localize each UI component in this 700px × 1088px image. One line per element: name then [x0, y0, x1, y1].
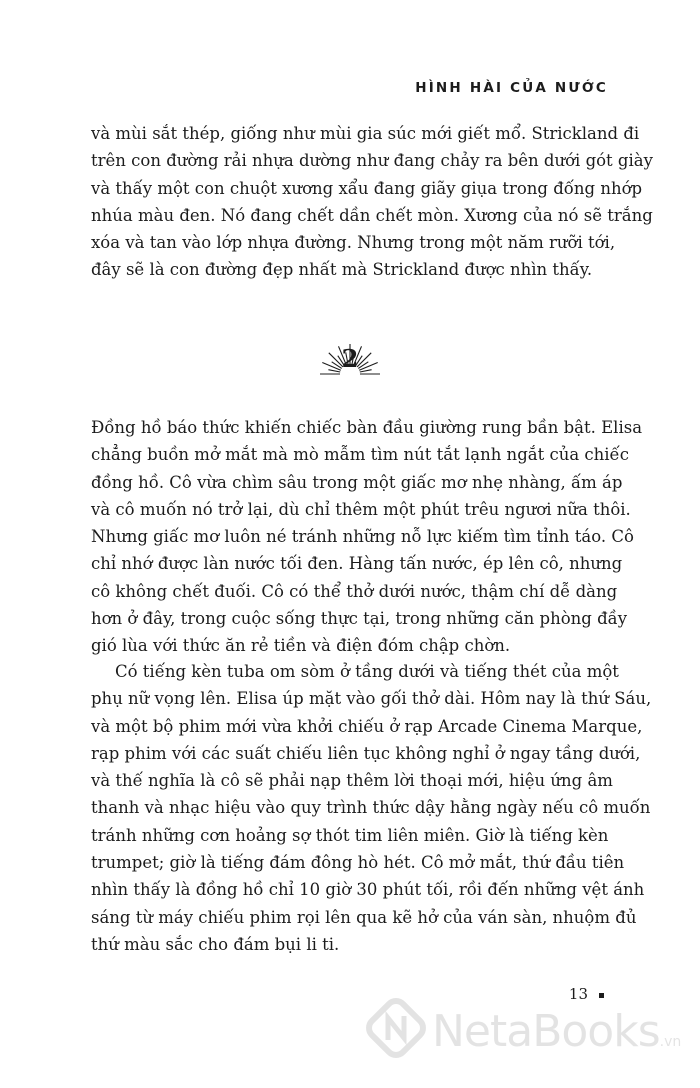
text-line: hơn ở đây, trong cuộc sống thực tại, trong những căn phòng đầy — [91, 609, 628, 629]
text-line: sáng từ máy chiếu phim rọi lên qua kẽ hở của ván sàn, nhuộm đủ — [91, 907, 637, 927]
text-line: đây sẽ là con đường đẹp nhất mà Strickland được nhìn thấy. — [91, 260, 593, 280]
text-line: tránh những cơn hoảng sợ thót tim liên miên. Giờ là tiếng kèn — [91, 825, 609, 845]
text-line: rạp phim với các suất chiếu liên tục không nghỉ ở ngay tầng dưới, — [91, 743, 641, 763]
text-line: nhìn thấy là đồng hồ chỉ 10 giờ 30 phút tối, rồi đến những vệt ánh — [91, 880, 645, 900]
text-line: nhúa màu đen. Nó đang chết dần chết mòn. Xương của nó sẽ trắng — [91, 205, 653, 225]
paragraph-2 — [91, 414, 643, 660]
text-line: thanh và nhạc hiệu vào quy trình thức dậy hằng ngày nếu cô muốn — [91, 798, 651, 818]
text-line: đồng hồ. Cô vừa chìm sâu trong một giấc mơ nhẹ nhàng, ấm áp — [91, 472, 623, 492]
text-line: Nhưng giấc mơ luôn né tránh những nỗ lực kiếm tìm tỉnh táo. Cô — [91, 527, 634, 547]
text-line: và thấy một con chuột xương xẩu đang giãy giụa trong đống nhớp — [91, 178, 643, 198]
chapter-number: 2 — [341, 344, 359, 373]
watermark-suffix: .vn — [659, 1034, 682, 1050]
text-line: và cô muốn nó trở lại, dù chỉ thêm một phút trêu ngươi nữa thôi. — [91, 499, 631, 519]
text-line: chẳng buồn mở mắt mà mò mẫm tìm nút tắt lạnh ngắt của chiếc — [91, 445, 629, 465]
text-line: trumpet; giờ là tiếng đám đông hò hét. Cô mở mắt, thứ đầu tiên — [91, 853, 625, 873]
text-line: và mùi sắt thép, giống như mùi gia súc mới giết mổ. Strickland đi — [91, 124, 640, 143]
paragraph-1 — [91, 120, 653, 284]
watermark-text — [432, 1006, 681, 1057]
watermark — [366, 992, 696, 1078]
text-line: Đồng hồ báo thức khiến chiếc bàn đầu giường rung bần bật. Elisa — [91, 418, 643, 437]
text-line: Có tiếng kèn tuba om sòm ở tầng dưới và tiếng thét của một — [115, 662, 619, 681]
text-line: trên con đường rải nhựa dường như đang chảy ra bên dưới gót giày — [91, 151, 653, 171]
text-line: gió lùa với thức ăn rẻ tiền và điện đóm chập chờn. — [91, 636, 511, 656]
text-line: chỉ nhớ được làn nước tối đen. Hàng tấn nước, ép lên cô, nhưng — [91, 554, 623, 574]
paragraph-3 — [91, 658, 652, 958]
text-line: cô không chết đuối. Cô có thể thở dưới nước, thậm chí dễ dàng — [91, 581, 618, 601]
page-number: 13 — [568, 985, 588, 1003]
text-line: xóa và tan vào lớp nhựa đường. Nhưng trong một năm rưỡi tới, — [91, 233, 616, 253]
watermark-logo-icon — [366, 998, 426, 1068]
running-header: HÌNH HÀI CỦA NƯỚC — [415, 80, 608, 96]
text-line: thứ màu sắc cho đám bụi li ti. — [91, 934, 340, 954]
watermark-brand: NetaBooks — [432, 1006, 660, 1057]
text-line: và thế nghĩa là cô sẽ phải nạp thêm lời thoại mới, hiệu ứng âm — [91, 771, 613, 791]
text-line: phụ nữ vọng lên. Elisa úp mặt vào gối thở dài. Hôm nay là thứ Sáu, — [91, 689, 652, 709]
text-line: và một bộ phim mới vừa khởi chiếu ở rạp Arcade Cinema Marque, — [91, 716, 643, 736]
